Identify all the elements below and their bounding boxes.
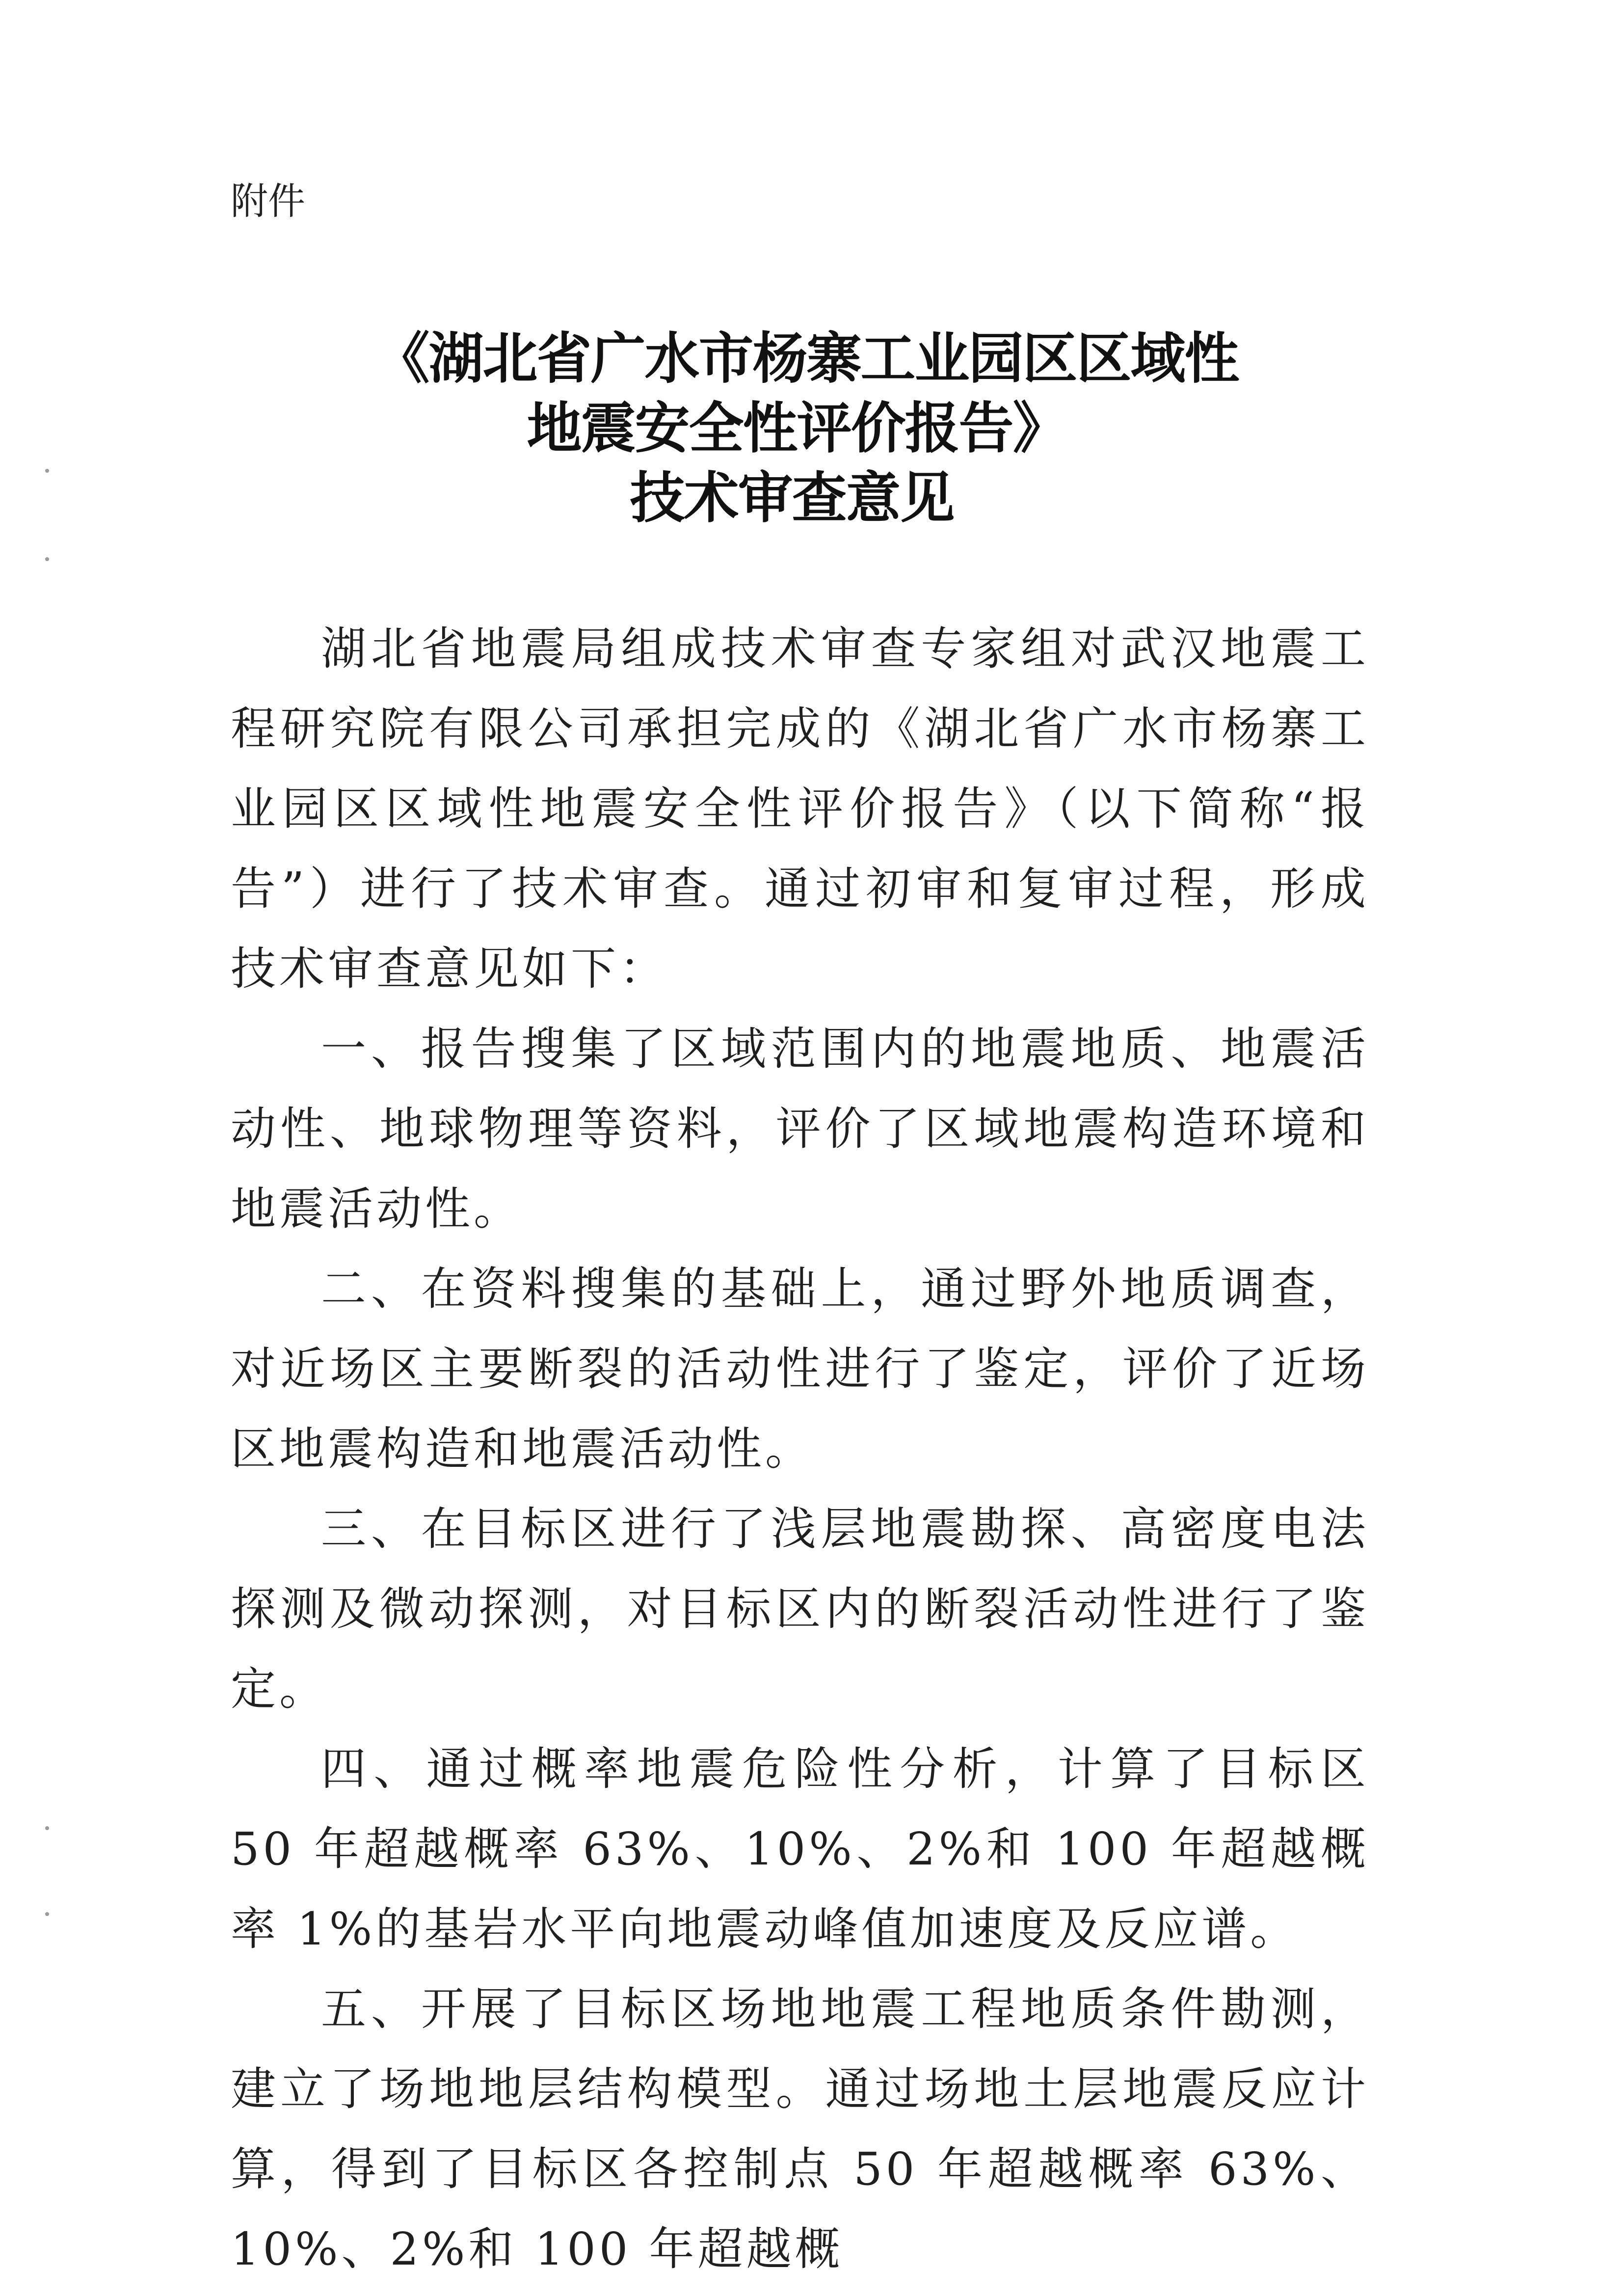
title-line-3: 技术审查意见 (630, 466, 954, 530)
title-line-1: 《湖北省广水市杨寨工业园区区域性 (374, 326, 1239, 391)
attachment-label: 附件 (231, 179, 305, 223)
paragraph-item-1: 一、报告搜集了区域范围内的地震地质、地震活动性、地球物理等资料，评价了区域地震构造环境和地震活动性。 (231, 1023, 1369, 1235)
paragraph-item-5: 五、开展了目标区场地地震工程地质条件勘测，建立了场地地层结构模型。通过场地土层地震反应计算，得到了目标区各控制点 50 年超越概率 63%、10%、2%和 100 年超越概 (231, 1983, 1369, 2275)
scan-mark (45, 557, 49, 561)
document-title (0, 324, 1623, 533)
paragraph-item-2: 二、在资料搜集的基础上，通过野外地质调查，对近场区主要断裂的活动性进行了鉴定，评价了近场区地震构造和地震活动性。 (231, 1263, 1369, 1475)
paragraph-item-3: 三、在目标区进行了浅层地震勘探、高密度电法探测及微动探测，对目标区内的断裂活动性进行了鉴定。 (231, 1503, 1369, 1715)
document-body (231, 609, 1369, 2289)
scan-mark (45, 1912, 49, 1916)
paragraph-intro: 湖北省地震局组成技术审查专家组对武汉地震工程研究院有限公司承担完成的《湖北省广水市杨寨工业园区区域性地震安全性评价报告》（以下简称“报告”）进行了技术审查。通过初审和复审过程，形成技术审查意见如下： (231, 622, 1369, 995)
paragraph-item-4: 四、通过概率地震危险性分析，计算了目标区 50 年超越概率 63%、10%、2%和 100 年超越概率 1%的基岩水平向地震动峰值加速度及反应谱。 (231, 1743, 1370, 1955)
title-line-2: 地震安全性评价报告》 (527, 396, 1067, 460)
scan-mark (45, 1826, 49, 1830)
